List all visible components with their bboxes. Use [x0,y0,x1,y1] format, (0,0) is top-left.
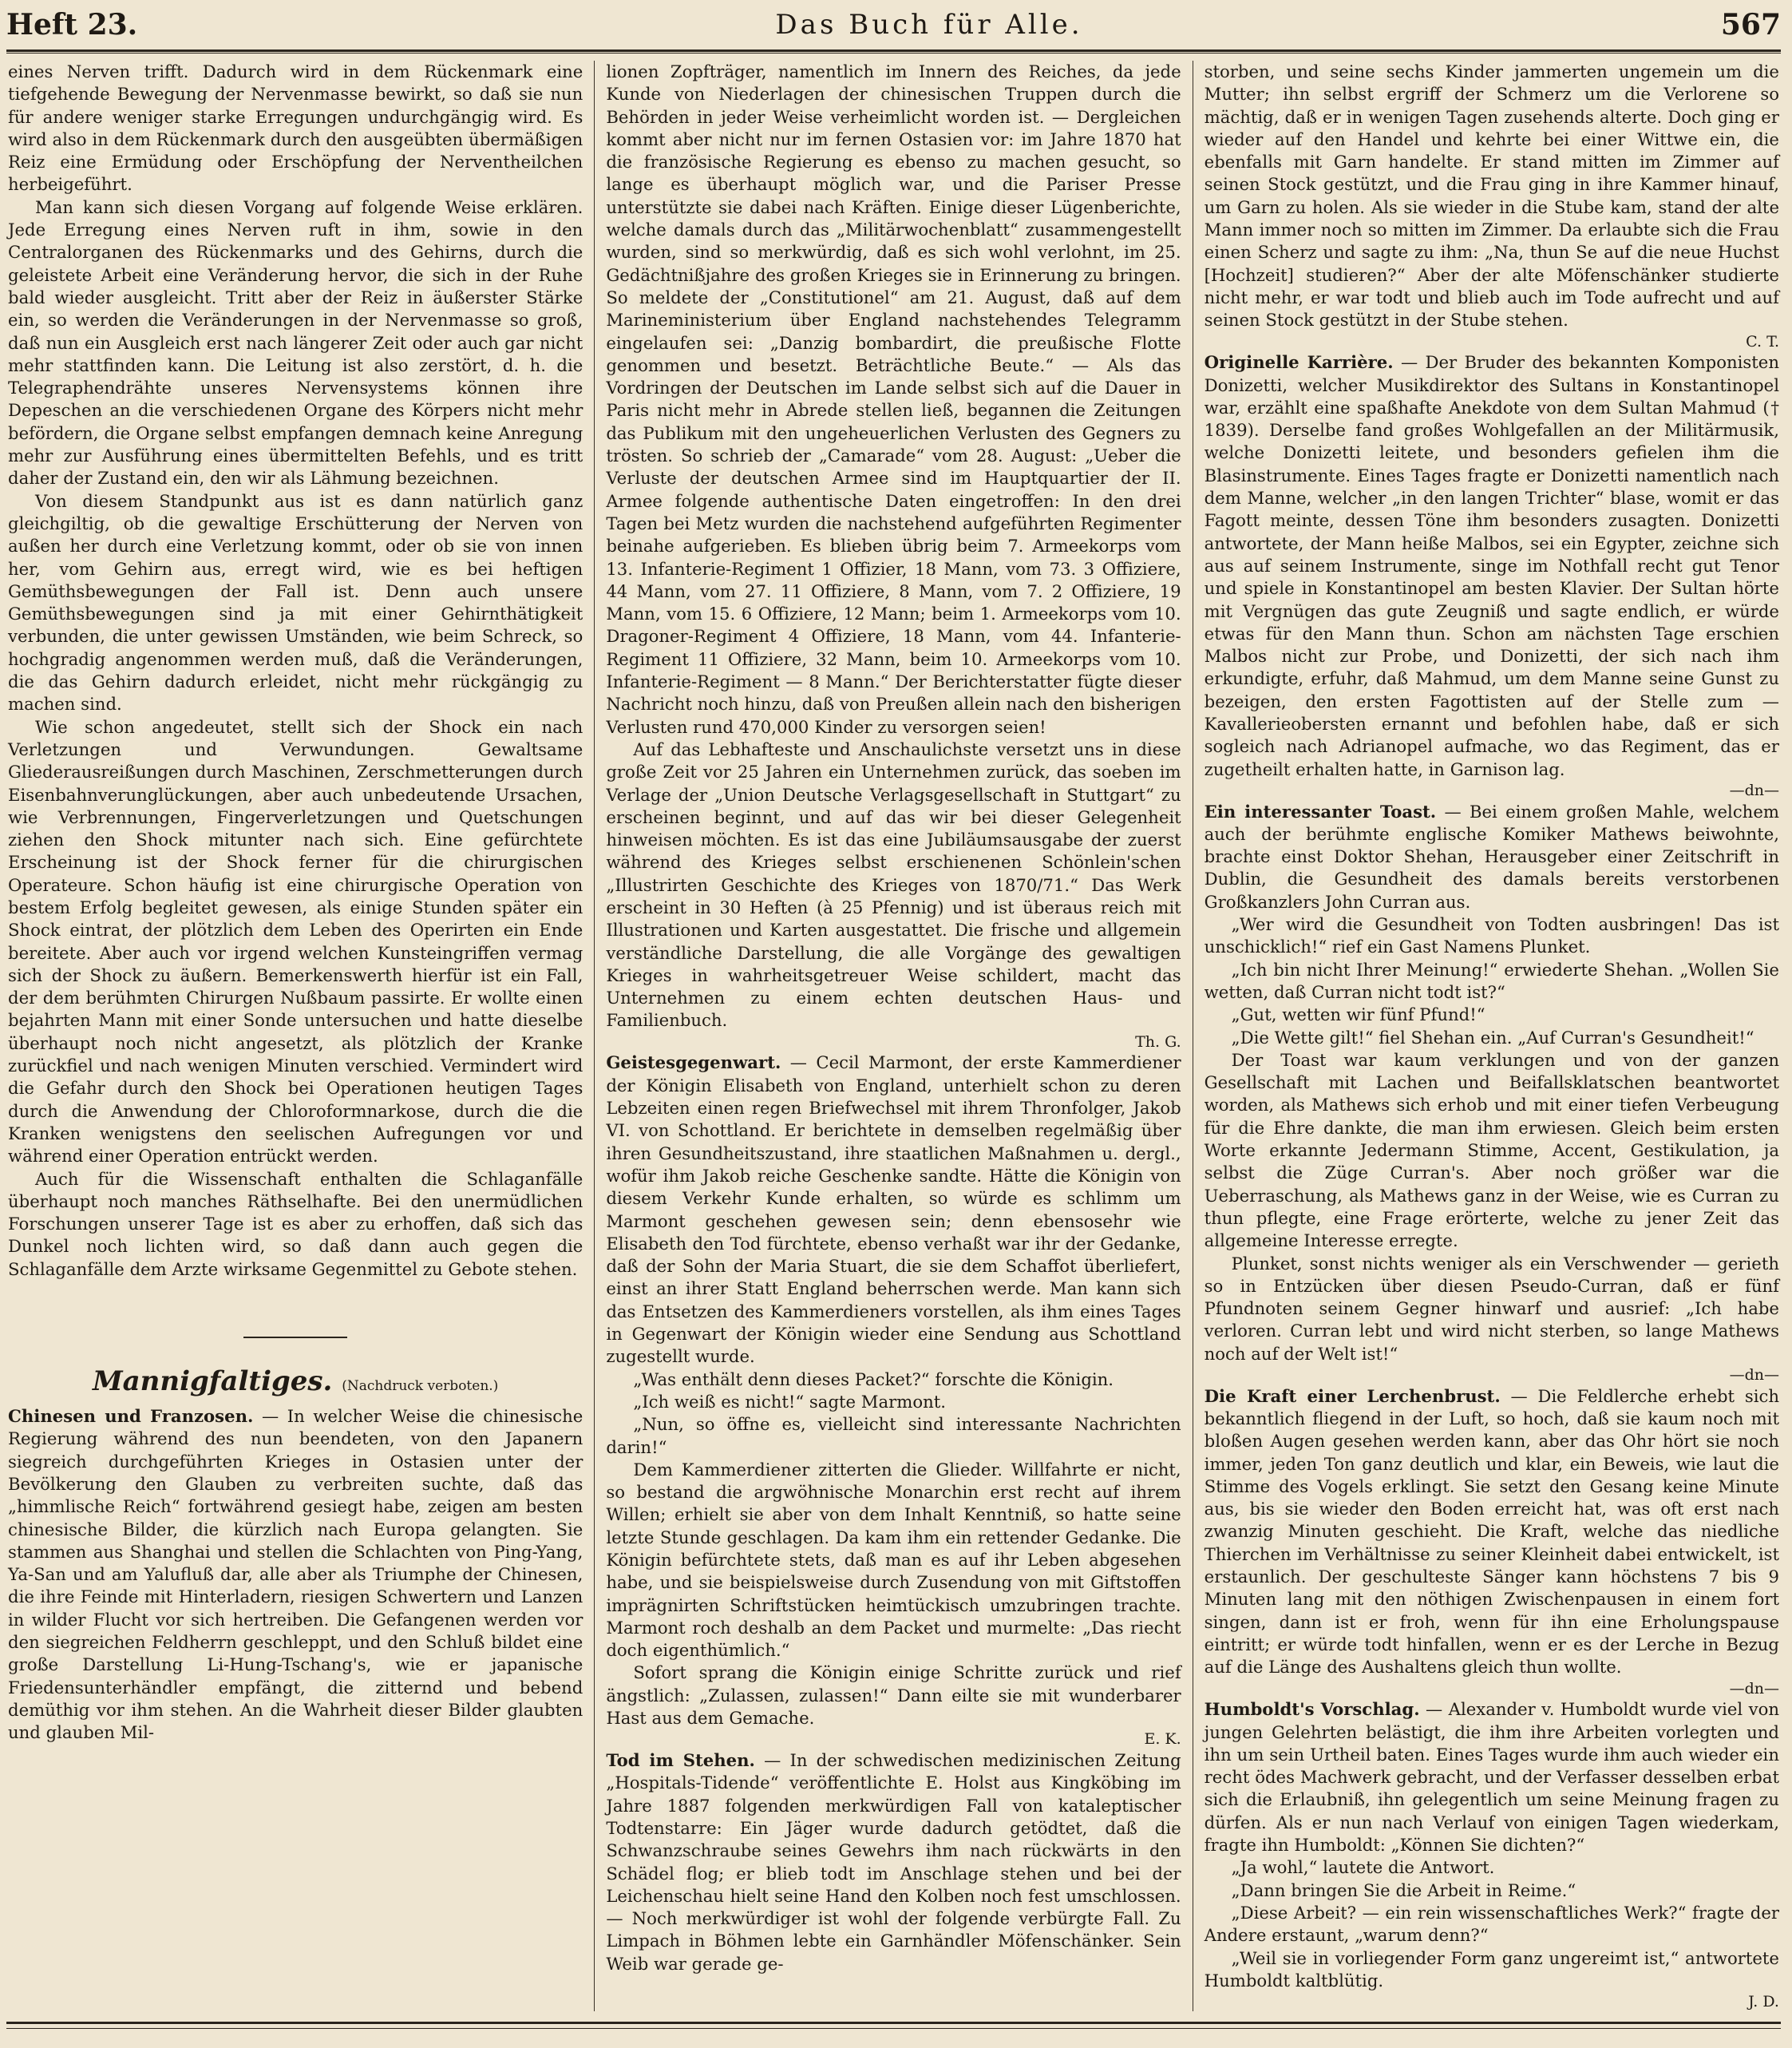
issue-number: Heft 23. [6,8,138,42]
paragraph: Auch für die Wissenschaft enthalten die Schlaganfälle überhaupt noch manches Räthselhafte. Bei den unermüdlichen Forschungen unserer Tage ist es aber zu erhoffen, daß sich das Dunkel noch lichten wird, so daß dann auch gegen die Schlaganfälle dem Arzte wirksame Gegenmittel zu Gebote stehen. [8,1168,583,1279]
article-heading: Chinesen und Franzosen. [8,1406,254,1427]
column-2 [595,61,1192,2011]
paragraph: „Diese Arbeit? — ein rein wissenschaftliches Werk?“ fragte der Andere erstaunt, „warum denn?“ [1204,1902,1779,1946]
column-3 [1193,61,1781,2011]
paragraph: „Dann bringen Sie die Arbeit in Reime.“ [1231,1880,1576,1900]
paragraph: „Ich bin nicht Ihrer Meinung!“ erwiederte Shehan. „Wollen Sie wetten, daß Curran nicht todt ist?“ [1204,959,1779,1002]
article-heading: Tod im Stehen. [606,1750,755,1771]
section-title-text: Mannigfaltiges. [93,1365,333,1398]
article-humboldts-vorschlag [1205,1698,1779,1856]
article-text: — Die Feldlerche erhebt sich bekanntlich fliegend in der Luft, so hoch, daß sie kaum noch mit bloßen Augen gesehen werden kann, aber das Ohr hört sie noch immer, jeden Ton ganz deutlich und klar, ein Beweis, wie laut die Stimme des Vogels erklingt. Sie setzt den Gesang keine Minute aus, bis sie wieder den Boden erreicht hat, was oft erst nach zwanzig Minuten geschieht. Die Kraft, welche das niedliche Thierchen im Verhältnisse zu seiner Kleinheit dabei entwickelt, ist erstaunlich. Der geschulteste Sänger kann höchstens 7 bis 9 Minuten lang mit den nöthigen Zwischenpausen in einem fort singen, dann ist er froh, wenn für ihn eine Erholungspause eintritt; er würde todt hinfallen, wenn er es der Lerche in Bezug auf die Länge des Aushaltens gleich thun wollte. [1204,1385,1779,1678]
paragraph: „Die Wette gilt!“ fiel Shehan ein. „Auf Curran's Gesundheit!“ [1231,1027,1754,1048]
paragraph: „Ja wohl,“ lautete die Antwort. [1231,1857,1495,1878]
footer-rule [6,2022,1781,2024]
column-1 [6,61,594,2011]
article-text: — Der Bruder des bekannten Komponisten Donizetti, welcher Musikdirektor des Sultans in Konstantinopel war, erzählt eine spaßhafte Anekdote von dem Sultan Mahmud († 1839). Derselbe fand großes Wohlgefallen an der Militärmusik, welche Donizetti leitete, und besonders gefielen ihm die Blasinstrumente. Eines Tages fragte er Donizetti namentlich nach dem Manne, welcher „in den langen Trichter“ blase, womit er das Fagott meinte, dessen Töne ihm besonders zusagten. Donizetti antwortete, der Mann heiße Malbos, sei ein Egypter, zeichne sich aus auf seinem Instrumente, singe im Nothfall recht gut Tenor und spiele in Konstantinopel am besten Klavier. Der Sultan hörte mit Vergnügen das gute Zeugniß und sagte endlich, er würde etwas für den Mann thun. Schon am nächsten Tage erschien Malbos nicht zur Probe, und Donizetti, der sich nach ihm erkundigte, erfuhr, daß Mahmud, um dem Manne seine Gunst zu bezeigen, den ersten Fagottisten auf der Stelle zum — Kavallerieobersten ernannt und befohlen habe, daß er sich sogleich nach Adrianopel aufmache, wo das Regiment, das er zugetheilt erhalten hatte, in Garnison lag. [1204,352,1779,779]
author-signature: —dn— [1729,1366,1779,1384]
section-rule [243,1337,347,1338]
paragraph: Der Toast war kaum verklungen und von der ganzen Gesellschaft mit Lachen und Beifallsklatschen beantwortet worden, als Mathews sich erhob und mit einer tiefen Verbeugung für die Ehre dankte, die man ihm erwiesen. Gleich beim ersten Worte erkannte Jedermann Stimme, Accent, Gestikulation, ja selbst die Züge Curran's. Aber noch größer war die Ueberraschung, als Mathews ganz in der Weise, wie es Curran zu thun pflegte, eine Frage erörterte, welche zu jener Zeit das allgemeine Interesse erregte. [1204,1049,1779,1251]
article-text: — In der schwedischen medizinischen Zeitung „Hospitals-Tidende“ veröffentlichte E. Holst aus Kingköbing im Jahre 1887 folgenden merkwürdigen Fall von kataleptischer Todtenstarre: Ein Jäger wurde dadurch getödtet, daß die Schwanzschraube seines Gewehrs ihm nach rückwärts in den Schädel flog; er blieb todt im Anschlage stehen und bei der Leichenschau hielt seine Hand den Kolben noch fest umschlossen. — Noch merkwürdiger ist wohl der folgende verbürgte Fall. Zu Limpach in Böhmen lebte ein Garnhändler Möfenschänker. Sein Weib war gerade ge- [606,1750,1181,1974]
article-heading: Humboldt's Vorschlag. [1204,1699,1420,1720]
paragraph: Man kann sich diesen Vorgang auf folgende Weise erklären. Jede Erregung eines Nerven ruft in ihm, sowie in den Centralorganen des Rückenmarks und des Gehirns, durch die geleistete Arbeit eine Veränderung hervor, die sich in der Ruhe bald wieder ausgleicht. Tritt aber der Reiz in äußerster Stärke ein, so werden die Veränderungen in der Nervenmasse so groß, daß nun ein Ausgleich erst nach längerer Zeit oder auch gar nicht mehr stattfinden kann. Die Leitung ist also zerstört, d. h. die Telegraphendrähte unseres Nervensystems können ihre Depeschen an die verschiedenen Organe des Körpers nicht mehr befördern, die Organe selbst empfangen demnach keine Anregung mehr zur Ausführung eines übermittelten Befehls, und es tritt daher der Zustand ein, den wir als Lähmung bezeichnen. [8,196,583,489]
paragraph: Auf das Lebhafteste und Anschaulichste versetzt uns in diese große Zeit vor 25 Jahren ein Unternehmen zurück, das soeben im Verlage der „Union Deutsche Verlagsgesellschaft in Stuttgart“ zu erscheinen beginnt, und auf das wir bei dieser Gelegenheit hinweisen möchten. Es ist das eine Jubiläumsausgabe der zuerst während des Krieges selbst erschienenen Schönlein'schen „Illustrirten Geschichte des Krieges von 1870/71.“ Das Werk erscheint in 30 Heften (à 25 Pfennig) und ist überaus reich mit Illustrationen und Karten ausgestattet. Die frische und allgemein verständliche Darstellung, die alle Vorgänge des gewaltigen Krieges in wahrheitsgetreuer Weise schildert, macht das Unternehmen zu einem echten deutschen Haus- und Familienbuch. [606,739,1181,1031]
paragraph: Dem Kammerdiener zitterten die Glieder. Willfahrte er nicht, so bestand die argwöhnische Monarchin erst recht auf ihrem Willen; erhielt sie aber von dem Inhalt Kenntniß, so hatte seine letzte Stunde geschlagen. Da kam ihm ein rettender Gedanke. Die Königin befürchtete stets, daß man es auf ihr Leben abgesehen habe, und sie beispielsweise durch Zusendung von mit Giftstoffen imprägnirten Schriftstücken heimtückisch umzubringen trachte. Marmont roch deshalb an dem Packet und murmelte: „Das riecht doch eigenthümlich.“ [606,1459,1181,1661]
paragraph: Von diesem Standpunkt aus ist es dann natürlich ganz gleichgiltig, ob die gewaltige Erschütterung der Nerven von außen her durch eine Verletzung kommt, oder ob sie von innen her, vom Gehirn aus, erregt wird, wie es bei heftigen Gemüthsbewegungen der Fall ist. Denn auch unsere Gemüthsbewegungen sind ja mit einer Gehirnthätigkeit verbunden, die unter gewissen Umständen, wie beim Schreck, so hochgradig angenommen werden muß, daß die Veränderungen, die das Gehirn dadurch erleidet, nicht mehr rückgängig zu machen sind. [8,490,583,715]
text-columns [6,61,1781,2011]
section-heading-block [8,1337,583,1397]
article-text: — Alexander v. Humboldt wurde viel von jungen Gelehrten belästigt, die ihm ihre Arbeiten vorlegten und ihn um sein Urtheil baten. Eines Tages wurde ihm auch wieder ein recht ödes Machwerk gebracht, und der Verfasser desselben erbat sich die Erlaubniß, ihn gelegentlich um seine Meinung fragen zu dürfen. Als er nun nach Verlauf von einigen Tagen wiederkam, fragte ihn Humboldt: „Können Sie dichten?“ [1204,1699,1779,1856]
article-heading: Originelle Karrière. [1204,352,1394,373]
article-heading: Geistesgegenwart. [606,1052,781,1073]
article-text: — Bei einem großen Mahle, welchem auch der berühmte englische Komiker Mathews beiwohnte, brachte einst Doktor Shehan, Herausgeber einer Zeitschrift in Dublin, die Gesundheit des damals bereits verstorbenen Großkanzlers John Curran aus. [1204,801,1779,912]
paragraph: „Nun, so öffne es, vielleicht sind interessante Nachrichten darin!“ [606,1414,1181,1457]
paragraph: „Weil sie in vorliegender Form ganz ungereimt ist,“ antwortete Humboldt kaltblütig. [1204,1947,1779,1991]
article-heading: Die Kraft einer Lerchenbrust. [1204,1385,1501,1406]
article-tod-im-stehen [606,1749,1181,1975]
publication-title: Das Buch für Alle. [775,9,1083,41]
paragraph: eines Nerven trifft. Dadurch wird in dem Rückenmark eine tiefgehende Bewegung der Nervenmasse bewirkt, so daß sie nun für andere weniger starke Erregungen undurchgängig wird. Es wird also in dem Rückenmark durch den ausgeübten übermäßigen Reiz eine Ermüdung oder Erschöpfung der Nerventheilchen herbeigeführt. [8,61,583,195]
article-geistesgegenwart [606,1052,1181,1368]
page-number: 567 [1720,8,1781,42]
paragraph: „Gut, wetten wir fünf Pfund!“ [1231,1004,1485,1025]
paragraph: „Was enthält denn dieses Packet?“ forschte die Königin. [633,1369,1114,1389]
author-signature: E. K. [1144,1730,1181,1749]
section-title [8,1365,583,1397]
reprint-note: (Nachdruck verboten.) [342,1378,499,1395]
author-signature: —dn— [1729,1679,1779,1697]
author-signature: —dn— [1729,781,1779,799]
paragraph: „Wer wird die Gesundheit von Todten ausbringen! Das ist unschicklich!“ rief ein Gast Namens Plunket. [1204,914,1779,957]
article-kraft-lerchenbrust [1205,1385,1779,1679]
paragraph: lionen Zopfträger, namentlich im Innern des Reiches, da jede Kunde von Niederlagen der chinesischen Truppen durch die Behörden in jeder Weise verheimlicht worden ist. — Dergleichen kommt aber nicht nur im fernen Ostasien vor: im Jahre 1870 hat die französische Regierung es ebenso zu machen gesucht, so lange es überhaupt möglich war, und die Pariser Presse unterstützte sie dabei nach Kräften. Einige dieser Lügenberichte, welche damals durch das „Militärwochenblatt“ zusammengestellt wurden, sind so merkwürdig, daß es sich wohl verlohnt, im 25. Gedächtnißjahre des großen Krieges sie in Erinnerung zu bringen. So meldete der „Constitutionel“ am 21. August, daß auf dem Marineministerium über England nachstehendes Telegramm eingelaufen sei: „Danzig bombardirt, die preußische Flotte genommen und besetzt. Beträchtliche Beute.“ — Als das Vordringen der Deutschen im Lande selbst sich auf die Dauer in Paris nicht mehr in Abrede stellen ließ, begannen die Zeitungen das Publikum mit den ungeheuerlichen Verlusten des Gegners zu trösten. So schrieb der „Camarade“ vom 28. August: „Ueber die Verluste der deutschen Armee sind im Hauptquartier der II. Armee folgende authentische Daten eingetroffen: In den drei Tagen bei Metz wurden die nachstehend aufgeführten Regimenter beinahe aufgerieben. Es blieben übrig beim 7. Armeekorps vom 13. Infanterie-Regiment 1 Offizier, 18 Mann, vom 73. 3 Offiziere, 44 Mann, vom 27. 11 Offiziere, 8 Mann, vom 7. 2 Offiziere, 19 Mann, vom 15. 6 Offiziere, 12 Mann; beim 1. Armeekorps vom 10. Dragoner-Regiment 4 Offiziere, 18 Mann, vom 44. Infanterie-Regiment 11 Offiziere, 32 Mann, beim 10. Armeekorps vom 10. Infanterie-Regiment — 8 Mann.“ Der Berichterstatter fügte dieser Nachricht noch hinzu, daß von Preußen allein nach den bisherigen Verlusten rund 470,000 Kinder zu versorgen seien! [606,61,1181,737]
paragraph: storben, und seine sechs Kinder jammerten ungemein um die Mutter; ihn selbst ergriff der Schmerz um die Verlorene so mächtig, daß er in wenigen Tagen zusehends alterte. Doch ging er wieder auf den Handel und kehrte bei einer Wittwe ein, die ebenfalls mit Garn handelte. Er stand mitten im Zimmer auf seinen Stock gestützt, und die Frau ging in ihre Kammer hinauf, um Garn zu holen. Als sie wieder in die Stube kam, stand der alte Mann immer noch so mitten im Zimmer. Da erlaubte sich die Frau einen Scherz und sagte zu ihm: „Na, thun Se auf die neue Huchst [Hochzeit] studieren?“ Aber der alte Möfenschänker studierte nicht mehr, er war todt und blieb auch im Tode aufrecht und auf seinen Stock gestützt in der Stube stehen. [1204,61,1779,331]
footer-rule-thin [6,2028,1781,2029]
paragraph: Sofort sprang die Königin einige Schritte zurück und rief ängstlich: „Zulassen, zulassen!“ Dann eilte sie mit wunderbarer Hast aus dem Gemache. [606,1662,1181,1729]
page-header [6,0,1781,52]
article-chinesen [8,1405,583,1744]
author-signature: J. D. [1748,1993,1779,2011]
article-interessanter-toast [1205,801,1779,913]
paragraph: Wie schon angedeutet, stellt sich der Shock ein nach Verletzungen und Verwundungen. Gewaltsame Gliederausreißungen durch Maschinen, Zerschmetterungen durch Eisenbahnverunglückungen, aber auch unbedeutende Ursachen, wie Verbrennungen, Fingerverletzungen und Quetschungen ziehen den Shock mitunter nach sich. Eine gefürchtete Erscheinung ist der Shock ferner für die chirurgischen Operateure. Schon häufig ist eine chirurgische Operation von bestem Erfolg begleitet gewesen, als einige Stunden später ein Shock eintrat, der plötzlich dem Leben des Operirten ein Ende bereitete. Aber auch vor irgend welchen Kunsteingriffen vermag sich der Shock zu äußern. Bemerkenswerth hierfür ist ein Fall, der dem berühmten Chirurgen Nußbaum passirte. Er wollte einen bejahrten Mann mit einer Sonde untersuchen und hatte dieselbe überhaupt noch nicht angesetzt, als plötzlich der Kranke zurückfiel und nach wenigen Minuten verschied. Vermindert wird die Gefahr durch den Shock bei Operationen heutigen Tages durch die Anwendung der Chloroformnarkose, durch die die Kranken wenigstens den seelischen Aufregungen vor und während einer Operation entrückt werden. [8,716,583,1167]
article-originelle-karriere [1205,351,1779,781]
author-signature: C. T. [1746,332,1779,351]
article-text: — Cecil Marmont, der erste Kammerdiener der Königin Elisabeth von England, unterhielt schon zu deren Lebzeiten einen regen Briefwechsel mit ihrem Thronfolger, Jakob VI. von Schottland. Er berichtete in demselben regelmäßig über ihren Gesundheitszustand, ihre staatlichen Maßnahmen u. dergl., wofür ihm Jakob reiche Geschenke sandte. Hätte die Königin von diesem Verkehr Kunde erhalten, so würde es schlimm um Marmont geschehen gewesen sein; denn ebensosehr wie Elisabeth den Tod fürchtete, ebenso verhaßt war ihr der Gedanke, daß der Sohn der Maria Stuart, die sie dem Schaffot überliefert, einst an ihrer Statt England beherrschen werde. Man kann sich das Entsetzen des Kammerdieners vorstellen, als ihm eines Tages in Gegenwart der Königin wieder eine Sendung aus Schottland zugestellt wurde. [606,1052,1181,1367]
paragraph: Plunket, sonst nichts weniger als ein Verschwender — gerieth so in Entzücken über diesen Pseudo-Curran, daß er fünf Pfundnoten seinem Gegner hinwarf und ausrief: „Ich habe verloren. Curran lebt und wird nicht sterben, so lange Mathews noch auf der Welt ist!“ [1204,1253,1779,1364]
paragraph: „Ich weiß es nicht!“ sagte Marmont. [633,1391,946,1412]
article-text: — In welcher Weise die chinesische Regierung während des nun beendeten, von den Japanern siegreich durchgeführten Krieges in Ostasien unter der Bevölkerung den Glauben zu verbreiten suchte, daß das „himmlische Reich“ fortwährend gesiegt habe, zeigen am besten chinesische Bilder, die kürzlich nach Europa gelangten. Sie stammen aus Shanghai und stellen die Schlachten von Ping-Yang, Ya-San und am Yalufluß dar, alle aber als Triumphe der Chinesen, die ihre Feinde mit Hinterladern, riesigen Schwertern und Lanzen in wilder Flucht vor sich hertreiben. Die Gefangenen werden vor den siegreichen Feldherrn geschleppt, und den Schluß bildet eine große Darstellung Li-Hung-Tschang's, wie er japanische Friedensunterhändler empfängt, die zitternd und bebend demüthig vor ihm stehen. An die Wahrheit dieser Bilder glaubten und glauben Mil- [8,1406,583,1743]
author-signature: Th. G. [1135,1032,1181,1051]
article-heading: Ein interessanter Toast. [1204,801,1437,822]
